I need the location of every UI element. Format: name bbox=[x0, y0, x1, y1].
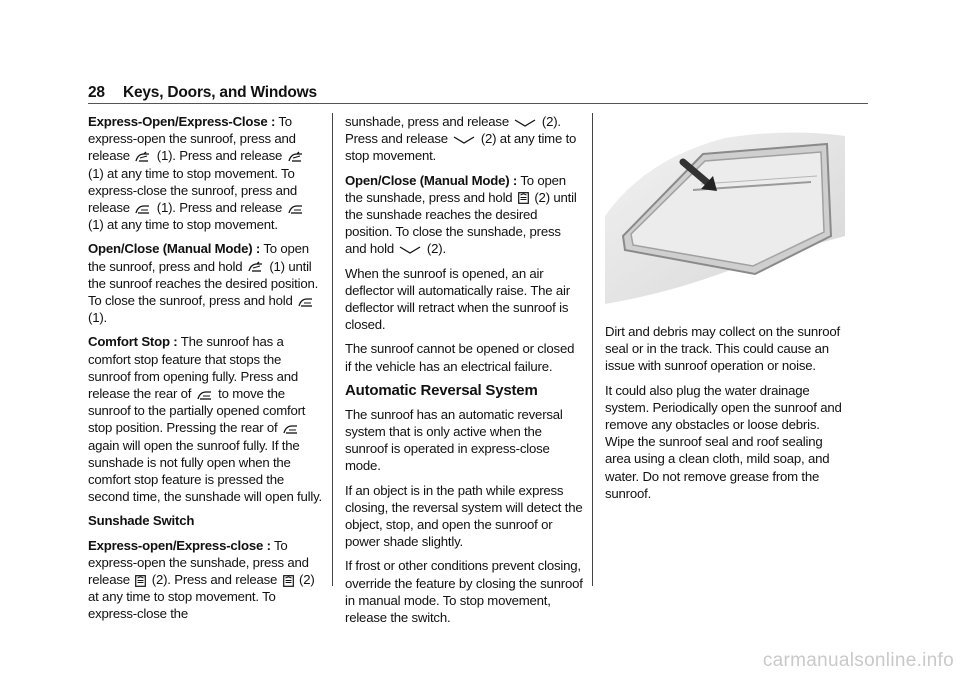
reversal-paragraph-2: If an object is in the path while express closing, the reversal system will detect the object, stop, and open the sunroof or power shade slightly. bbox=[345, 482, 583, 550]
column-3 bbox=[605, 323, 845, 509]
section-title: Keys, Doors, and Windows bbox=[122, 84, 317, 101]
column-divider-2 bbox=[592, 113, 593, 586]
dirt-debris-paragraph: Dirt and debris may collect on the sunroof seal or in the track. This could cause an issue with sunroof operation or noise. bbox=[605, 324, 840, 374]
reversal-paragraph-3: If frost or other conditions prevent closing, override the feature by closing the sunroof in manual mode. To stop movement, release the switch. bbox=[345, 558, 583, 626]
sunshade-express-paragraph: Express-open/Express-close : To express-open the sunshade, press and release (2). Press and release (2) at any time to stop movement. To express-close the bbox=[88, 537, 315, 622]
sunshade-close-icon bbox=[399, 245, 421, 255]
sunshade-close-icon bbox=[453, 135, 475, 145]
manual-mode-paragraph: Open/Close (Manual Mode) : To open the sunroof, press and hold (1) until the sunroof reaches the desired position. To close the sunroof, press and hold (1). bbox=[88, 241, 319, 326]
sunshade-open-icon bbox=[135, 575, 146, 587]
header-rule bbox=[88, 103, 868, 104]
sunshade-manual-paragraph: Open/Close (Manual Mode) : To open the sunshade, press and hold (2) until the sunshade reaches the desired position. To close the sunshade, press and hold (2). bbox=[345, 172, 577, 257]
column-2 bbox=[345, 113, 583, 633]
electrical-failure-paragraph: The sunroof cannot be opened or closed if the vehicle has an electrical failure. bbox=[345, 341, 575, 374]
comfort-stop-paragraph: Comfort Stop : The sunroof has a comfort stop feature that stops the sunroof from opening fully. Press and release the rear of to move the sunroof to the partially opened comfort stop position. Pressing the rear of again will open the sunroof fully. If the sunshade is not fully open when the comfort stop feature is pressed the second time, the sunshade will open fully. bbox=[88, 334, 322, 505]
watermark: carmanualsonline.info bbox=[762, 650, 954, 671]
sunroof-tilt-open-icon bbox=[248, 261, 264, 273]
column-divider-1 bbox=[332, 113, 333, 586]
sunroof-close-icon bbox=[298, 296, 314, 308]
sunshade-open-icon bbox=[283, 575, 294, 587]
automatic-reversal-heading: Automatic Reversal System bbox=[345, 381, 538, 399]
column-1 bbox=[88, 113, 323, 630]
sunshade-close-icon bbox=[514, 118, 536, 128]
reversal-paragraph-1: The sunroof has an automatic reversal system that is only active when the sunroof is operated in express-close mode. bbox=[345, 406, 563, 474]
sunshade-open-icon bbox=[518, 192, 529, 204]
express-open-close-paragraph: Express-Open/Express-Close : To express-open the sunroof, press and release (1). Press and release (1) at any time to stop movement. To express-close the sunroof, press and release (1). Press and release (1) at any time to stop movement. bbox=[88, 113, 323, 233]
sunroof-tilt-open-icon bbox=[135, 151, 151, 163]
sunroof-illustration bbox=[605, 124, 845, 314]
sunshade-switch-heading: Sunshade Switch bbox=[88, 513, 195, 529]
sunroof-close-icon bbox=[135, 203, 151, 215]
sunroof-close-icon bbox=[283, 423, 299, 435]
page-number: 28 bbox=[88, 84, 105, 101]
sunroof-tilt-open-icon bbox=[288, 151, 304, 163]
water-drainage-paragraph: It could also plug the water drainage system. Periodically open the sunroof and remove any obstacles or loose debris. Wipe the sunroof seal and roof sealing area using a clean cloth, mild soap, and water. Do not remove grease from the sunroof. bbox=[605, 382, 842, 501]
page-header bbox=[88, 84, 317, 102]
sunroof-close-icon bbox=[197, 389, 213, 401]
sunshade-close-continued: sunshade, press and release (2). Press and release (2) at any time to stop movement. bbox=[345, 114, 577, 164]
sunroof-close-icon bbox=[288, 203, 304, 215]
air-deflector-paragraph: When the sunroof is opened, an air deflector will automatically raise. The air deflector will retract when the sunroof is closed. bbox=[345, 265, 570, 333]
